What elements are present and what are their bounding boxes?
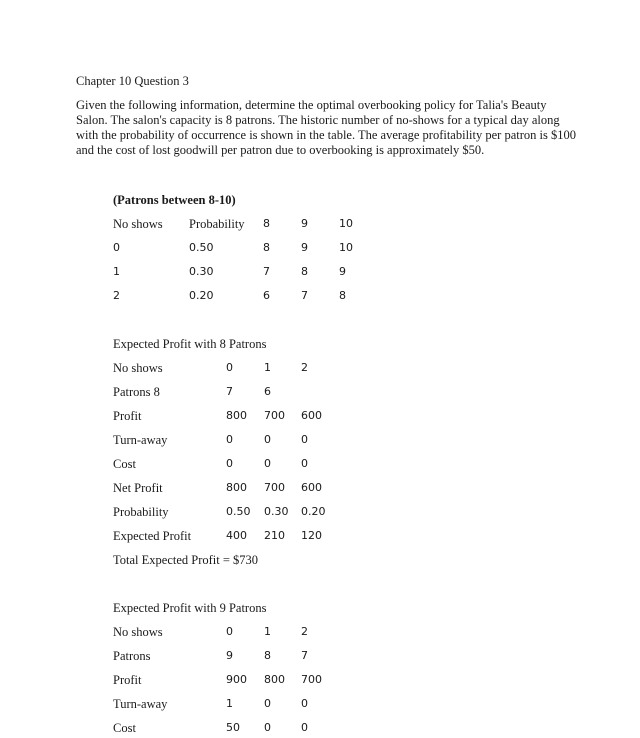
table1-row2-p10: 8 [339,289,346,302]
table1-header-noshows: No shows [113,217,163,231]
table2-cell: 2 [301,361,308,374]
table3-cell: 2 [301,625,308,638]
table1-row2-noshows: 2 [113,289,120,302]
table2-cell: 210 [264,529,285,542]
table2-row-label: Expected Profit [113,529,192,543]
table1-row0-noshows: 0 [113,241,120,254]
table3-row-label: Profit [113,673,142,687]
table2-cell: 6 [264,385,271,398]
table2-cell: 800 [226,481,247,494]
table2-row-label: Turn-away [113,433,168,447]
table2-cell: 700 [264,481,285,494]
table3-cell: 700 [301,673,322,686]
table2-row-label: Patrons 8 [113,385,160,399]
table3-row-label: No shows [113,625,163,639]
table1-header-p10: 10 [339,217,353,230]
table3-cell: 50 [226,721,240,734]
table1-row2-p8: 6 [263,289,270,302]
table2-cell: 0 [226,433,233,446]
table1-header-probability: Probability [189,217,245,231]
table2-cell: 0 [264,433,271,446]
table2-cell: 400 [226,529,247,542]
table1-row0-p10: 10 [339,241,353,254]
table2-heading: Expected Profit with 8 Patrons [113,337,267,351]
table2-total: Total Expected Profit = $730 [113,553,259,567]
table3-row-label: Turn-away [113,697,168,711]
table1-row1-p9: 8 [301,265,308,278]
table3-cell: 800 [264,673,285,686]
table2-cell: 0 [301,457,308,470]
table2-row-label: Cost [113,457,136,471]
table3-cell: 0 [264,697,271,710]
table1-row2-probability: 0.20 [189,289,214,302]
table1-row1-p10: 9 [339,265,346,278]
table2-cell: 800 [226,409,247,422]
table2-cell: 0 [301,433,308,446]
table3-cell: 9 [226,649,233,662]
table2-row-label: No shows [113,361,163,375]
table1-row0-probability: 0.50 [189,241,214,254]
table2-cell: 0.20 [301,505,326,518]
table2-cell: 700 [264,409,285,422]
table3-heading: Expected Profit with 9 Patrons [113,601,267,615]
table2-cell: 0 [264,457,271,470]
table3-cell: 1 [226,697,233,710]
table2-cell: 0.50 [226,505,251,518]
table1-row1-probability: 0.30 [189,265,214,278]
table1-heading: (Patrons between 8-10) [113,193,236,207]
table2-cell: 0.30 [264,505,289,518]
table2-cell: 600 [301,481,322,494]
table3-cell: 8 [264,649,271,662]
table1-header-p8: 8 [263,217,270,230]
table3-cell: 7 [301,649,308,662]
table3-cell: 0 [301,697,308,710]
table3-cell: 0 [301,721,308,734]
table1-row2-p9: 7 [301,289,308,302]
table1-row0-p8: 8 [263,241,270,254]
table2-cell: 600 [301,409,322,422]
page-title: Chapter 10 Question 3 [76,74,189,88]
table3-cell: 1 [264,625,271,638]
table2-cell: 0 [226,457,233,470]
table1-row0-p9: 9 [301,241,308,254]
table1-header-p9: 9 [301,217,308,230]
table2-row-label: Net Profit [113,481,163,495]
table2-cell: 7 [226,385,233,398]
table1-row1-noshows: 1 [113,265,120,278]
table1-row1-p8: 7 [263,265,270,278]
table3-cell: 900 [226,673,247,686]
table3-cell: 0 [226,625,233,638]
table3-row-label: Patrons [113,649,151,663]
problem-statement: Given the following information, determine the optimal overbooking policy for Talia's Beauty Salon. The salon's capacity is 8 patrons. The historic number of no-shows for a typical day along with the probability of occurrence is shown in the table. The average profitability per patron is $100 and the cost of lost goodwill per patron due to overbooking is approximately $50. [76,98,576,157]
table3-cell: 0 [264,721,271,734]
table2-row-label: Probability [113,505,169,519]
table2-cell: 1 [264,361,271,374]
table2-cell: 0 [226,361,233,374]
table2-row-label: Profit [113,409,142,423]
table3-row-label: Cost [113,721,136,735]
table2-cell: 120 [301,529,322,542]
